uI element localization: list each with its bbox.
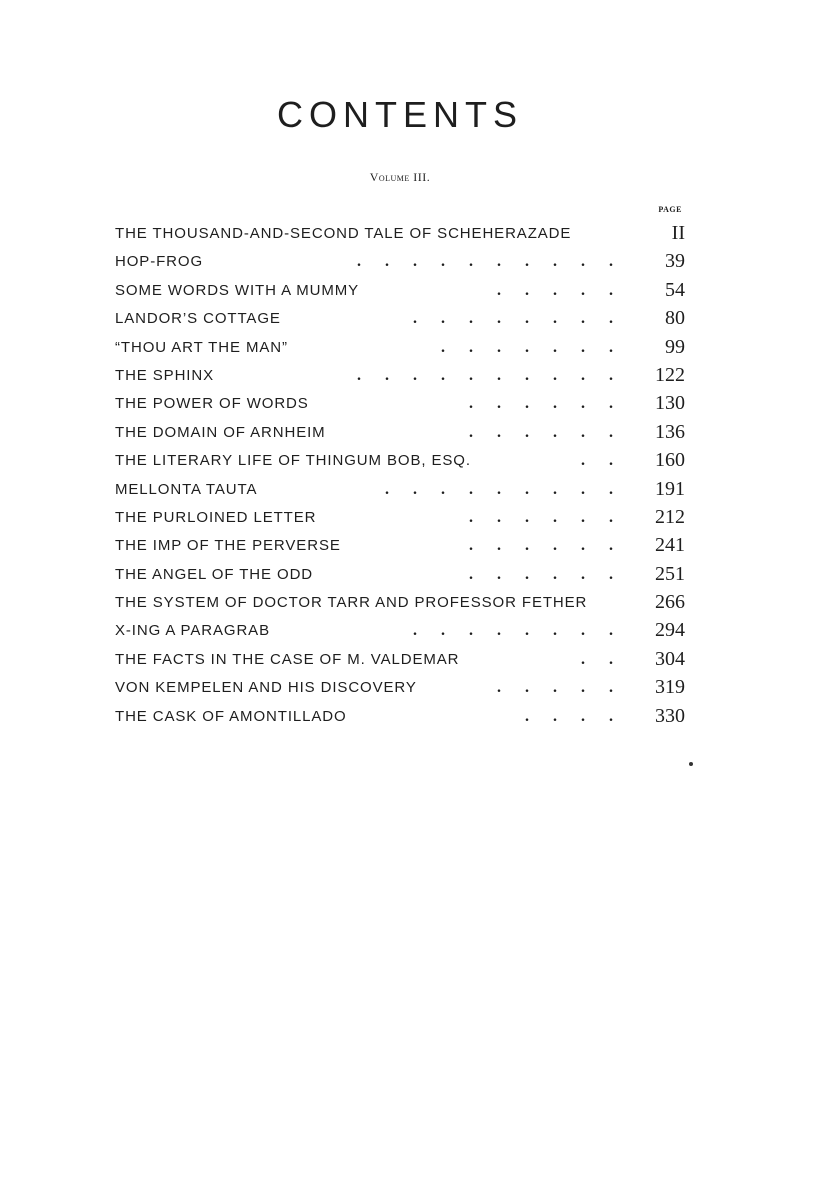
toc-entry-title: THE THOUSAND-AND-SECOND TALE OF SCHEHERAZADE [115,225,572,242]
toc-entry [115,389,685,417]
page-column-label: PAGE [658,205,682,214]
toc-entry [115,304,685,332]
toc-leader-dots: ..... [497,679,637,697]
toc-leader-dots: ....... [441,338,637,356]
toc-leader-dots: ..... [497,281,637,299]
toc-leader-dots: ...... [469,423,637,441]
toc-entry-title: THE POWER OF WORDS [115,395,309,413]
volume-label [0,170,800,185]
toc-entry-title: THE DOMAIN OF ARNHEIM [115,423,326,441]
toc-entry [115,276,685,304]
toc-entry-title: THE LITERARY LIFE OF THINGUM BOB, ESQ. [115,452,471,470]
volume-text: Volume III. [369,170,431,184]
toc-page-number: 39 [665,250,685,273]
table-of-contents [115,219,685,730]
toc-leader-dots: .. [581,650,637,668]
toc-page-number: 266 [655,591,685,614]
toc-entry-title: THE SYSTEM OF DOCTOR TARR AND PROFESSOR FETHER [115,594,588,612]
toc-entry-title: X-ING A PARAGRAB [115,622,270,640]
toc-page-number: 212 [655,505,685,528]
print-speck [689,762,693,766]
toc-leader-dots: .......... [357,366,637,384]
toc-page-number: 99 [665,335,685,358]
toc-page-number: 160 [655,449,685,472]
toc-entry [115,702,685,730]
toc-entry-title: THE FACTS IN THE CASE OF M. VALDEMAR [115,650,460,668]
toc-leader-dots: .......... [357,253,637,271]
toc-leader-dots: ........ [413,310,637,328]
toc-entry [115,588,685,616]
toc-leader-dots: ......... [385,480,637,498]
toc-entry-title: THE IMP OF THE PERVERSE [115,537,341,555]
toc-leader-dots: ...... [469,508,637,526]
toc-page-number: 191 [655,477,685,500]
toc-leader-dots: .. [581,452,637,470]
toc-entry-title: THE ANGEL OF THE ODD [115,565,314,583]
toc-entry [115,333,685,361]
toc-page-number: II [671,222,685,244]
toc-entry [115,531,685,559]
toc-entry [115,418,685,446]
toc-entry [115,446,685,474]
toc-page-number: 319 [655,676,685,699]
toc-page-number: 330 [655,704,685,727]
toc-leader-dots: ...... [469,537,637,555]
toc-entry [115,616,685,644]
toc-entry [115,503,685,531]
toc-entry-title: THE SPHINX [115,366,215,384]
toc-page-number: 136 [655,420,685,443]
toc-leader-dots: ........ [413,622,637,640]
toc-entry [115,560,685,588]
toc-entry-title: VON KEMPELEN AND HIS DISCOVERY [115,679,417,697]
toc-page-number: 251 [655,562,685,585]
toc-entry-title: LANDOR’S COTTAGE [115,310,281,328]
toc-page-number: 122 [655,363,685,386]
toc-entry-title: HOP-FROG [115,253,204,271]
toc-entry-title: THE PURLOINED LETTER [115,508,317,526]
toc-page-number: 80 [665,307,685,330]
toc-entry [115,475,685,503]
toc-entry-title: “THOU ART THE MAN” [115,338,288,356]
toc-entry-title: SOME WORDS WITH A MUMMY [115,281,360,299]
toc-page-number: 304 [655,647,685,670]
toc-leader-dots: ...... [469,395,637,413]
toc-entry [115,645,685,673]
page-title: CONTENTS [277,94,523,135]
toc-entry [115,361,685,389]
toc-page-number: 241 [655,534,685,557]
toc-leader-dots: .... [525,707,637,725]
toc-entry-title: MELLONTA TAUTA [115,480,258,498]
toc-entry-title: THE CASK OF AMONTILLADO [115,707,347,725]
toc-leader-dots: ...... [469,565,637,583]
toc-entry [115,247,685,275]
toc-entry [115,219,685,247]
toc-page-number: 294 [655,619,685,642]
toc-page-number: 130 [655,392,685,415]
toc-page-number: 54 [665,278,685,301]
toc-entry [115,673,685,701]
